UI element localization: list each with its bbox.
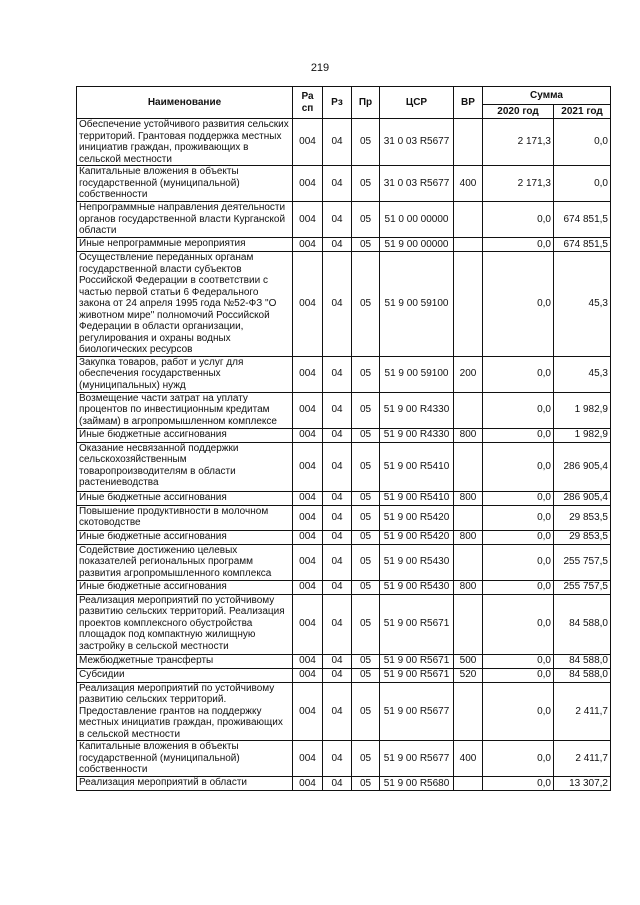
table-cell-csr: 51 9 00 R5671	[380, 654, 454, 668]
table-cell-pr: 05	[352, 442, 380, 491]
table-cell-csr: 51 9 00 R5420	[380, 505, 454, 530]
table-cell-2021: 2 411,7	[554, 682, 611, 741]
table-cell-rasp: 004	[293, 238, 323, 252]
table-cell-vr: 800	[454, 491, 483, 505]
table-row	[77, 580, 611, 594]
table-cell-rz: 04	[323, 654, 352, 668]
table-cell-vr: 200	[454, 356, 483, 392]
table-cell-rasp: 004	[293, 166, 323, 202]
table-cell-vr	[454, 544, 483, 580]
table-cell-2021: 29 853,5	[554, 505, 611, 530]
table-cell-rz: 04	[323, 119, 352, 166]
table-cell-vr	[454, 777, 483, 791]
table-cell-name: Закупка товаров, работ и услуг для обеспечения государственных (муниципальных) нужд	[77, 356, 293, 392]
page-number: 219	[310, 62, 330, 74]
table-cell-pr: 05	[352, 166, 380, 202]
table-cell-vr	[454, 252, 483, 357]
table-cell-pr: 05	[352, 238, 380, 252]
table-cell-2020: 0,0	[483, 202, 554, 238]
table-cell-rz: 04	[323, 580, 352, 594]
table-cell-name: Капитальные вложения в объекты государственной (муниципальной) собственности	[77, 741, 293, 777]
table-cell-rasp: 004	[293, 530, 323, 544]
table-cell-2020: 0,0	[483, 491, 554, 505]
table-cell-rz: 04	[323, 428, 352, 442]
table-row	[77, 544, 611, 580]
table-cell-rasp: 004	[293, 442, 323, 491]
header-csr: ЦСР	[380, 87, 454, 119]
table-cell-vr	[454, 505, 483, 530]
table-row	[77, 682, 611, 741]
table-cell-pr: 05	[352, 356, 380, 392]
table-cell-csr: 51 9 00 59100	[380, 356, 454, 392]
table-row	[77, 356, 611, 392]
table-cell-2021: 286 905,4	[554, 491, 611, 505]
table-cell-pr: 05	[352, 777, 380, 791]
table-cell-rasp: 004	[293, 392, 323, 428]
table-cell-pr: 05	[352, 668, 380, 682]
table-cell-rasp: 004	[293, 594, 323, 654]
table-cell-rz: 04	[323, 682, 352, 741]
table-cell-2021: 674 851,5	[554, 238, 611, 252]
table-cell-2021: 0,0	[554, 166, 611, 202]
table-cell-csr: 51 9 00 R5677	[380, 682, 454, 741]
table-cell-name: Непрограммные направления деятельности органов государственной власти Курганской области	[77, 202, 293, 238]
table-cell-csr: 51 9 00 R5680	[380, 777, 454, 791]
table-cell-2020: 0,0	[483, 654, 554, 668]
table-cell-2021: 255 757,5	[554, 580, 611, 594]
table-cell-name: Оказание несвязанной поддержки сельскохозяйственным товаропроизводителям в области растениеводства	[77, 442, 293, 491]
table-cell-pr: 05	[352, 654, 380, 668]
table-cell-2021: 255 757,5	[554, 544, 611, 580]
table-cell-vr: 520	[454, 668, 483, 682]
table-cell-2020: 0,0	[483, 392, 554, 428]
table-row	[77, 428, 611, 442]
table-cell-rasp: 004	[293, 505, 323, 530]
table-cell-2020: 0,0	[483, 777, 554, 791]
table-cell-2021: 1 982,9	[554, 428, 611, 442]
table-cell-rz: 04	[323, 594, 352, 654]
table-cell-name: Содействие достижению целевых показателей региональных программ развития агропромышленного комплекса	[77, 544, 293, 580]
table-cell-rz: 04	[323, 442, 352, 491]
header-rz: Рз	[323, 87, 352, 119]
table-cell-rasp: 004	[293, 491, 323, 505]
table-cell-2021: 84 588,0	[554, 668, 611, 682]
table-cell-csr: 31 0 03 R5677	[380, 119, 454, 166]
table-cell-name: Возмещение части затрат на уплату процентов по инвестиционным кредитам (займам) в агропромышленном комплексе	[77, 392, 293, 428]
table-cell-pr: 05	[352, 202, 380, 238]
header-sum: Сумма	[483, 87, 611, 105]
table-cell-name: Иные бюджетные ассигнования	[77, 491, 293, 505]
table-cell-name: Реализация мероприятий по устойчивому развитию сельских территорий. Предоставление грантов на поддержку местных инициатив граждан, проживающих в сельской местности	[77, 682, 293, 741]
header-vr: ВР	[454, 87, 483, 119]
table-cell-pr: 05	[352, 741, 380, 777]
table-cell-name: Повышение продуктивности в молочном скотоводстве	[77, 505, 293, 530]
table-cell-vr	[454, 442, 483, 491]
table-cell-2020: 0,0	[483, 580, 554, 594]
table-cell-2020: 0,0	[483, 544, 554, 580]
table-cell-pr: 05	[352, 530, 380, 544]
table-cell-rz: 04	[323, 202, 352, 238]
table-row	[77, 777, 611, 791]
table-cell-name: Иные бюджетные ассигнования	[77, 428, 293, 442]
table-cell-2020: 0,0	[483, 505, 554, 530]
table-cell-name: Субсидии	[77, 668, 293, 682]
table-cell-rz: 04	[323, 505, 352, 530]
table-cell-2021: 84 588,0	[554, 654, 611, 668]
table-cell-name: Межбюджетные трансферты	[77, 654, 293, 668]
table-row	[77, 530, 611, 544]
table-row	[77, 119, 611, 166]
table-cell-csr: 51 9 00 00000	[380, 238, 454, 252]
table-cell-pr: 05	[352, 491, 380, 505]
table-cell-rasp: 004	[293, 119, 323, 166]
table-body	[77, 119, 611, 791]
header-2020: 2020 год	[483, 105, 554, 119]
table-cell-2020: 0,0	[483, 238, 554, 252]
table-cell-rasp: 004	[293, 668, 323, 682]
table-row	[77, 442, 611, 491]
table-cell-vr	[454, 682, 483, 741]
table-cell-pr: 05	[352, 682, 380, 741]
table-cell-rz: 04	[323, 544, 352, 580]
table-cell-rz: 04	[323, 392, 352, 428]
header-pr: Пр	[352, 87, 380, 119]
table-cell-vr	[454, 202, 483, 238]
table-cell-csr: 51 9 00 R5677	[380, 741, 454, 777]
table-row	[77, 505, 611, 530]
table-cell-vr: 800	[454, 530, 483, 544]
table-row	[77, 202, 611, 238]
table-cell-2020: 2 171,3	[483, 166, 554, 202]
table-row	[77, 668, 611, 682]
table-cell-2021: 286 905,4	[554, 442, 611, 491]
table-cell-csr: 51 9 00 R5671	[380, 594, 454, 654]
table-cell-pr: 05	[352, 252, 380, 357]
table-cell-vr: 400	[454, 741, 483, 777]
table-cell-rasp: 004	[293, 252, 323, 357]
table-row	[77, 594, 611, 654]
table-cell-csr: 51 9 00 R5410	[380, 491, 454, 505]
table-cell-2020: 0,0	[483, 356, 554, 392]
table-cell-rasp: 004	[293, 654, 323, 668]
table-cell-rz: 04	[323, 741, 352, 777]
table-row	[77, 238, 611, 252]
table-cell-pr: 05	[352, 580, 380, 594]
table-cell-pr: 05	[352, 544, 380, 580]
table-cell-name: Иные бюджетные ассигнования	[77, 530, 293, 544]
table-cell-vr: 800	[454, 580, 483, 594]
table-cell-rasp: 004	[293, 580, 323, 594]
table-cell-2020: 0,0	[483, 428, 554, 442]
header-2021: 2021 год	[554, 105, 611, 119]
table-cell-csr: 51 9 00 R5671	[380, 668, 454, 682]
table-cell-vr: 800	[454, 428, 483, 442]
table-row	[77, 166, 611, 202]
table-cell-rasp: 004	[293, 202, 323, 238]
table-cell-2020: 0,0	[483, 252, 554, 357]
table-cell-csr: 51 9 00 R4330	[380, 392, 454, 428]
table-cell-rasp: 004	[293, 356, 323, 392]
table-cell-pr: 05	[352, 119, 380, 166]
table-cell-name: Осуществление переданных органам государственной власти субъектов Российской Федерации в соответствии с частью первой статьи 6 Федерального закона от 24 апреля 1995 года №52-ФЗ "О животном мире" полномочий Российской Федерации в области организации, регулирования и охраны водных биологических ресурсов	[77, 252, 293, 357]
table-cell-pr: 05	[352, 505, 380, 530]
table-cell-rz: 04	[323, 252, 352, 357]
table-cell-vr: 400	[454, 166, 483, 202]
table-row	[77, 252, 611, 357]
table-cell-name: Иные непрограммные мероприятия	[77, 238, 293, 252]
table-cell-2021: 84 588,0	[554, 594, 611, 654]
table-cell-csr: 51 9 00 R5430	[380, 580, 454, 594]
table-row	[77, 741, 611, 777]
table-row	[77, 491, 611, 505]
table-cell-csr: 51 9 00 59100	[380, 252, 454, 357]
table-cell-2021: 45,3	[554, 252, 611, 357]
table-row	[77, 392, 611, 428]
table-cell-name: Иные бюджетные ассигнования	[77, 580, 293, 594]
header-rasp: Ра сп	[293, 87, 323, 119]
table-cell-rasp: 004	[293, 777, 323, 791]
table-cell-rz: 04	[323, 668, 352, 682]
table-cell-name: Капитальные вложения в объекты государственной (муниципальной) собственности	[77, 166, 293, 202]
header-name: Наименование	[77, 87, 293, 119]
table-cell-rz: 04	[323, 238, 352, 252]
table-cell-pr: 05	[352, 594, 380, 654]
table-cell-rasp: 004	[293, 428, 323, 442]
table-cell-rasp: 004	[293, 544, 323, 580]
table-cell-rz: 04	[323, 491, 352, 505]
table-cell-vr	[454, 238, 483, 252]
table-cell-rz: 04	[323, 530, 352, 544]
table-cell-2020: 0,0	[483, 594, 554, 654]
table-cell-2020: 0,0	[483, 741, 554, 777]
table-cell-2021: 0,0	[554, 119, 611, 166]
table-cell-csr: 51 9 00 R5420	[380, 530, 454, 544]
table-cell-name: Реализация мероприятий по устойчивому развитию сельских территорий. Реализация проектов комплексного обустройства площадок под компактную жилищную застройку в сельской местности	[77, 594, 293, 654]
table-cell-2021: 674 851,5	[554, 202, 611, 238]
table-cell-vr: 500	[454, 654, 483, 668]
table-cell-2021: 1 982,9	[554, 392, 611, 428]
table-cell-pr: 05	[352, 392, 380, 428]
table-row	[77, 654, 611, 668]
table-cell-csr: 51 9 00 R5430	[380, 544, 454, 580]
table-cell-name: Обеспечение устойчивого развития сельских территорий. Грантовая поддержка местных инициатив граждан, проживающих в сельской местности	[77, 119, 293, 166]
table-cell-vr	[454, 392, 483, 428]
table-cell-rz: 04	[323, 777, 352, 791]
table-cell-csr: 51 9 00 R4330	[380, 428, 454, 442]
table-cell-vr	[454, 119, 483, 166]
table-cell-2020: 2 171,3	[483, 119, 554, 166]
table-cell-2021: 45,3	[554, 356, 611, 392]
table-cell-csr: 51 0 00 00000	[380, 202, 454, 238]
table-cell-name: Реализация мероприятий в области	[77, 777, 293, 791]
table-cell-2020: 0,0	[483, 668, 554, 682]
table-cell-pr: 05	[352, 428, 380, 442]
table-cell-csr: 51 9 00 R5410	[380, 442, 454, 491]
table-cell-rz: 04	[323, 356, 352, 392]
table-cell-2020: 0,0	[483, 530, 554, 544]
table-cell-2021: 13 307,2	[554, 777, 611, 791]
table-cell-vr	[454, 594, 483, 654]
table-cell-rz: 04	[323, 166, 352, 202]
table-cell-2020: 0,0	[483, 682, 554, 741]
table-cell-2020: 0,0	[483, 442, 554, 491]
table-cell-csr: 31 0 03 R5677	[380, 166, 454, 202]
table-cell-rasp: 004	[293, 741, 323, 777]
table-cell-2021: 29 853,5	[554, 530, 611, 544]
budget-table	[76, 86, 611, 791]
table-cell-2021: 2 411,7	[554, 741, 611, 777]
table-cell-rasp: 004	[293, 682, 323, 741]
